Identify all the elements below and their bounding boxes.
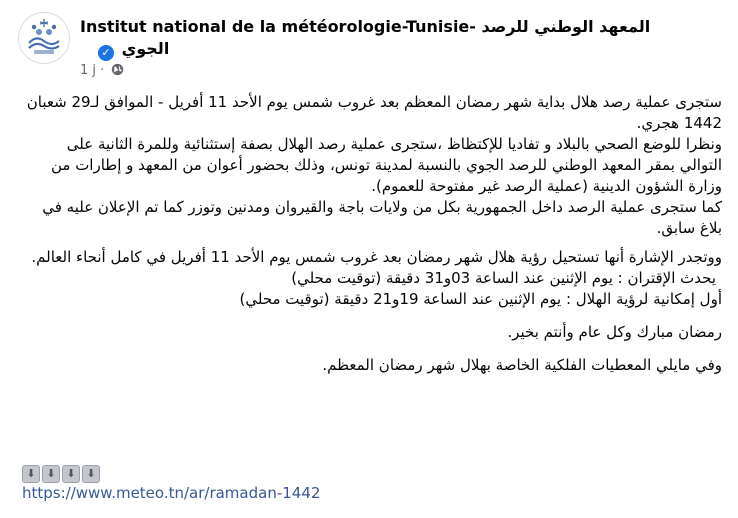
paragraph-3: كما ستجرى عملية الرصد داخل الجمهورية بكل من ولايات باجة والقيروان ومدنين وتوزر كما تم الإعلان عليه في بلاغ سابق. [42,198,722,237]
paragraph-4: ووتجدر الإشارة أنها تستحيل رؤية هلال شهر رمضان بعد غروب شمس يوم الأحد 11 أفريل في كامل أنحاء العالم. [31,248,722,266]
first-visibility-line: أول إمكانية لرؤية الهلال : يوم الإثنين عند الساعة 19و21 دقيقة (توقيت محلي) [239,290,722,308]
down-arrow-icon: ⬇ [22,465,40,483]
page-avatar[interactable] [18,12,70,64]
astronomical-data-line: وفي مايلي المعطيات الفلكية الخاصة بهلال شهر رمضان المعظم. [322,356,722,374]
page-logo-icon [19,13,69,63]
verified-badge-icon: ✓ [98,45,114,61]
conjunction-line: يحدث الإقتران : يوم الإثنين عند الساعة 03و31 دقيقة (توقيت محلي) [291,269,716,287]
down-arrow-icon: ⬇ [82,465,100,483]
page-name-line-2[interactable] [80,38,720,61]
paragraph-1: ستجرى عملية رصد هلال بداية شهر رمضان المعظم بعد غروب شمس يوم الأحد 11 أفريل - الموافق لـ29 شعبان 1442 هجري. [26,93,722,132]
down-arrow-icon: ⬇ [62,465,80,483]
ramadan-link[interactable]: https://www.meteo.tn/ar/ramadan-1442 [22,484,321,502]
meta-separator: · [100,63,109,78]
page-name[interactable] [80,16,720,61]
down-arrow-icon: ⬇ [42,465,60,483]
post-text [22,92,722,376]
post-header [18,8,728,88]
page-name-line-2-text[interactable]: الجوي [121,39,170,58]
down-arrows [22,462,102,483]
post-timestamp[interactable]: 1 j [80,63,97,78]
page-name-line-1[interactable]: Institut national de la météorologie-Tunisie- المعهد الوطني للرصد [80,17,651,36]
paragraph-2: ونظرا للوضع الصحي بالبلاد و تفاديا للإكتظاظ ،ستجرى عملية رصد الهلال بصفة إستثنائية وللمرة الثانية على التوالي بمقر المعهد الوطني للرصد الجوي بالنسبة لمدينة تونس، وذلك بحضور أعوان من المعهد و إطارات من وزارة الشؤون الدينية (عملية الرصد غير مفتوحة للعموم). [50,135,722,195]
greeting-line: رمضان مبارك وكل عام وأنتم بخير. [507,323,722,341]
globe-icon[interactable] [111,63,124,76]
post-meta [80,63,124,78]
